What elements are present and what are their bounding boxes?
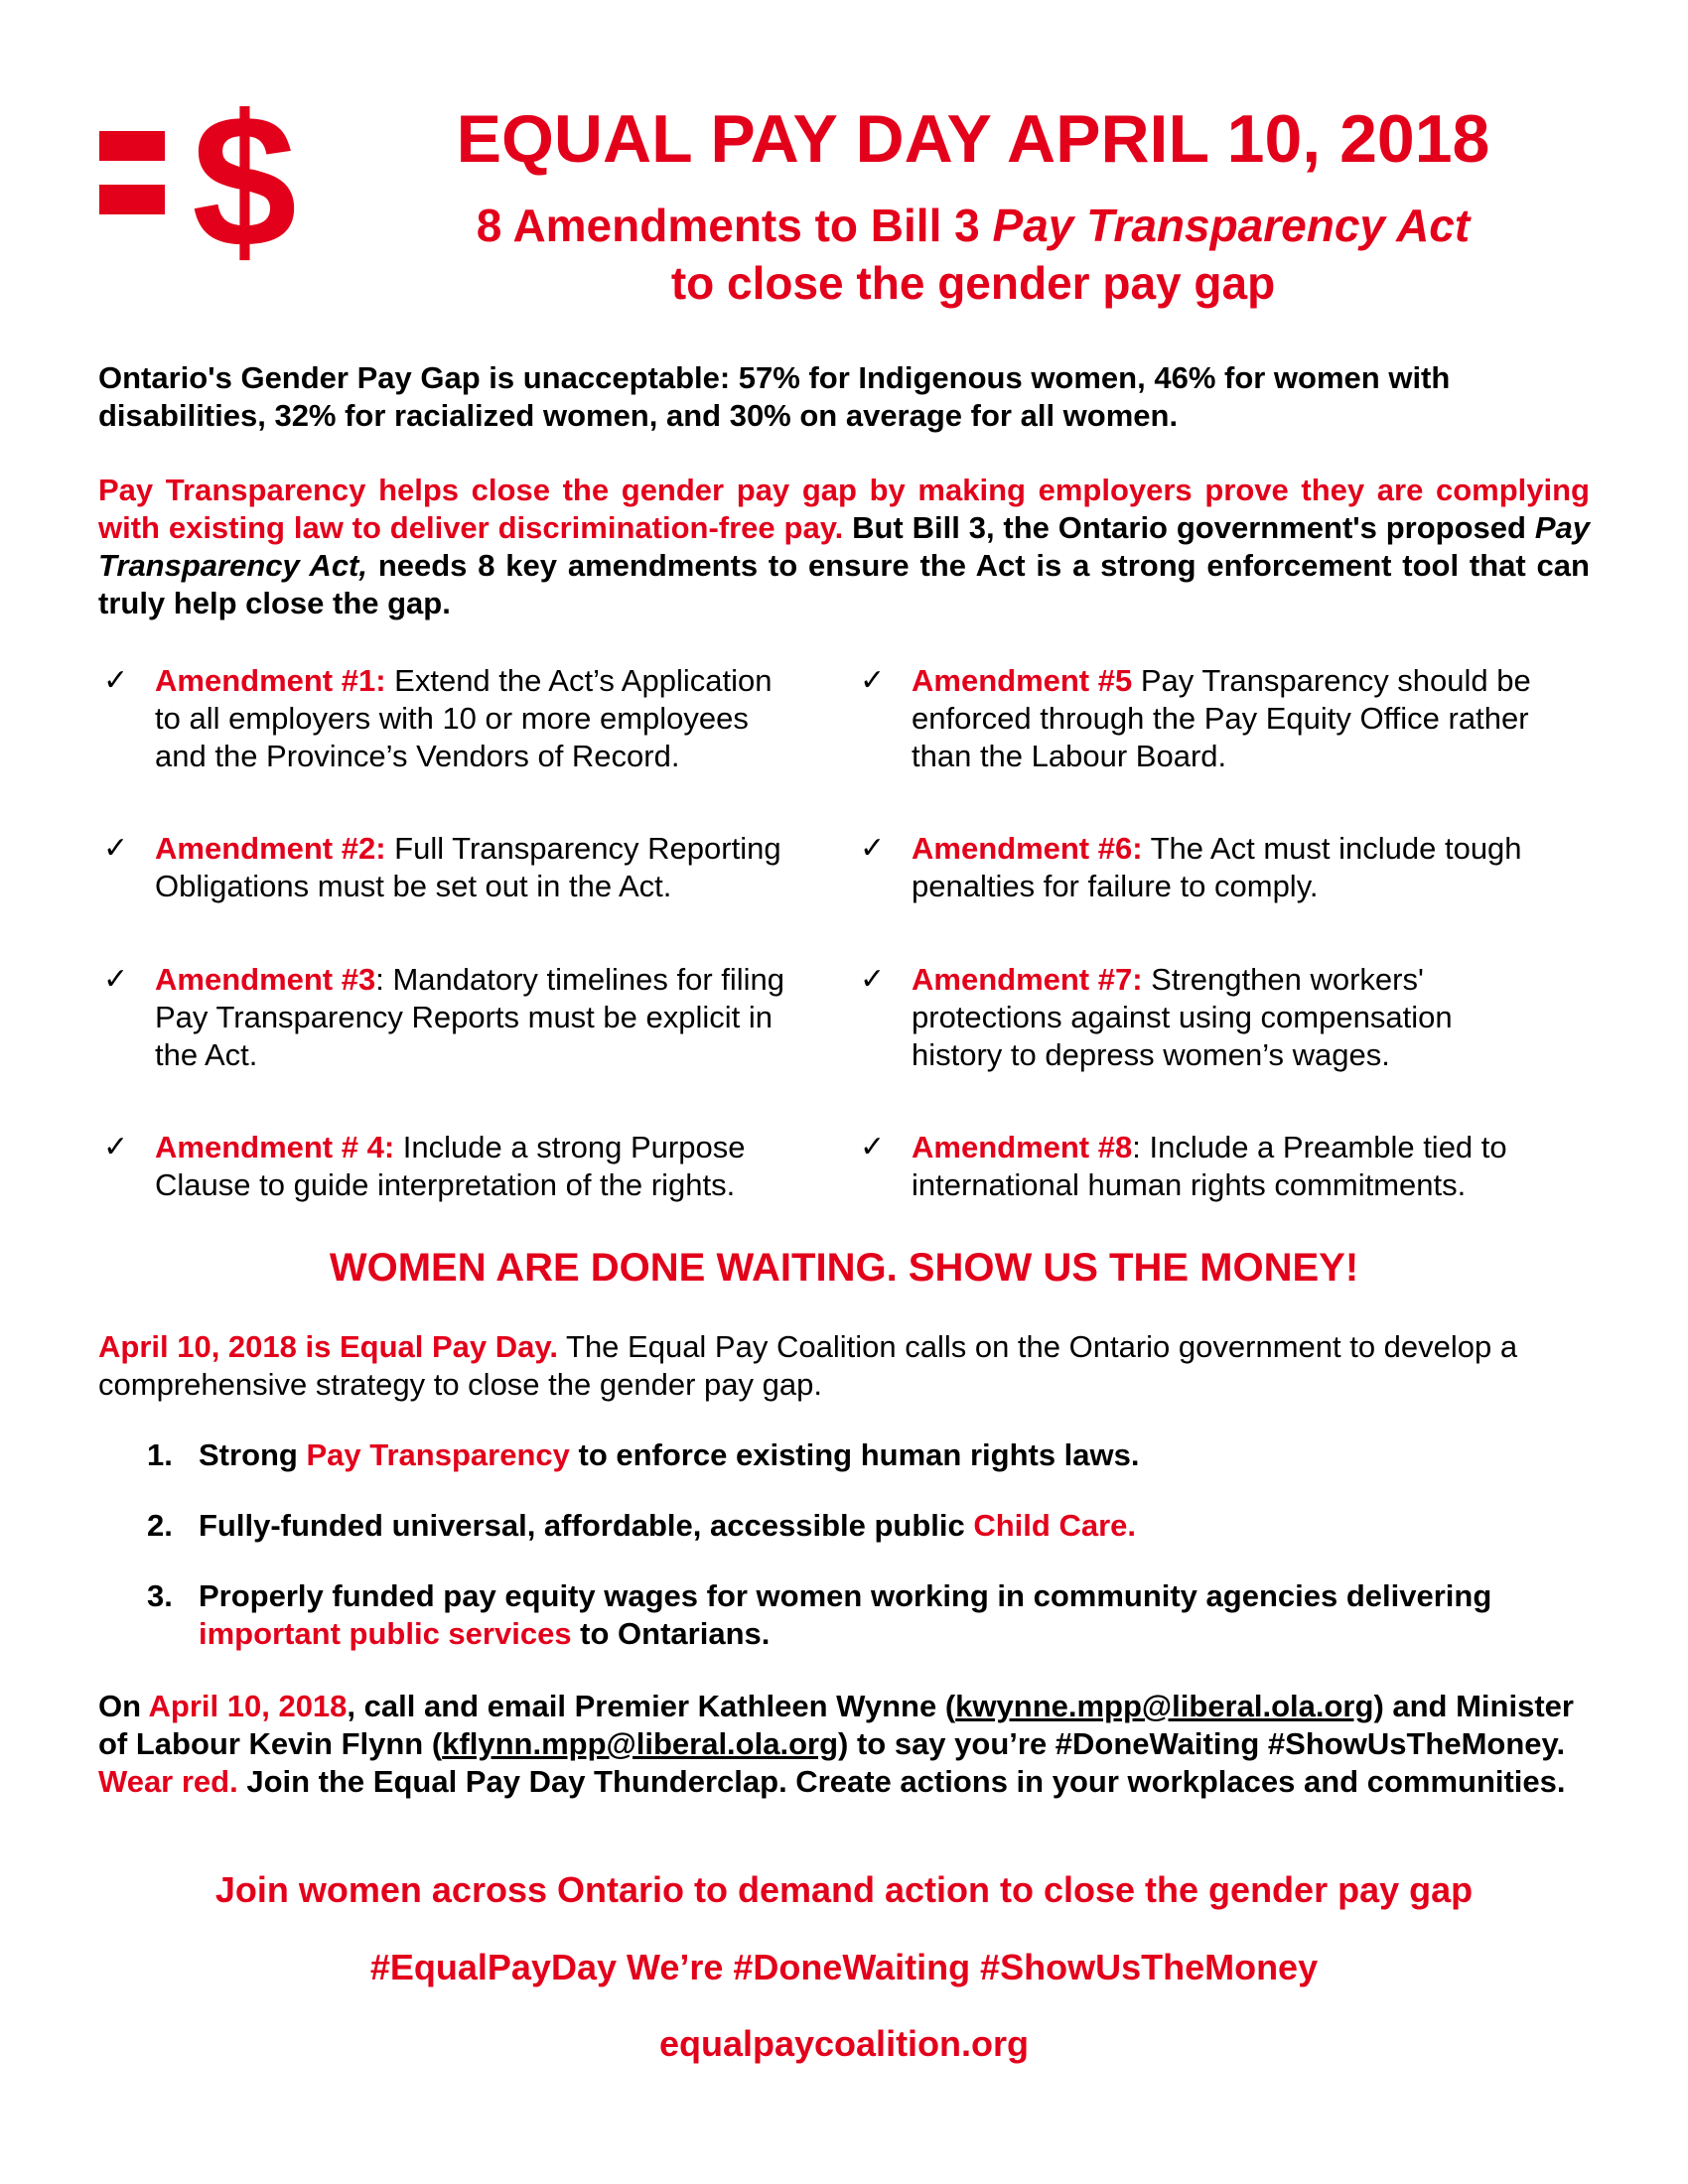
transparency-act-name: Pay Transparency Act,: [98, 510, 1590, 583]
call-date: April 10, 2018: [148, 1689, 348, 1723]
list-highlight: important public services: [199, 1616, 572, 1651]
transparency-text-2: needs 8 key amendments to ensure the Act is a strong enforcement tool that can truly help close the gap.: [98, 548, 1590, 620]
amendment-text: Include a strong Purpose Clause to guide interpretation of the rights.: [155, 1130, 746, 1202]
subtitle-act-name: Pay Transparency Act: [992, 200, 1471, 251]
amendment-text: Full Transparency Reporting Obligations must be set out in the Act.: [155, 831, 781, 903]
list-text: Properly funded pay equity wages for women working in community agencies delivering: [199, 1578, 1492, 1613]
amendment-text: Mandatory timelines for filing Pay Transparency Reports must be explicit in the Act.: [155, 962, 785, 1072]
amendment-text: Extend the Act’s Application to all employers with 10 or more employees and the Province’s Vendors of Record.: [155, 663, 773, 773]
checkmark-icon: ✓: [860, 832, 886, 865]
subtitle-text: 8 Amendments to Bill 3: [476, 200, 993, 251]
email-link-minister[interactable]: kflynn.mpp@liberal.ola.org: [442, 1726, 839, 1761]
amendment-label: Amendment #3: [155, 962, 376, 997]
svg-text:$: $: [192, 91, 297, 265]
checkmark-icon: ✓: [103, 1131, 129, 1163]
amendment-separator: :: [1132, 1130, 1141, 1164]
intro-paragraph: Ontario's Gender Pay Gap is unacceptable: 57% for Indigenous women, 46% for women with disabilities, 32% for racialized women, and 30% on average for all women.: [98, 360, 1451, 433]
list-text: Strong: [199, 1437, 307, 1472]
call-to-action-paragraph: [98, 1688, 1590, 1801]
transparency-text: But Bill 3, the Ontario government's proposed: [843, 510, 1535, 545]
call-text-2: , call and email Premier Kathleen Wynne (: [347, 1689, 956, 1723]
hashtags-line: #EqualPayDay We’re #DoneWaiting #ShowUsTheMoney: [369, 1947, 1319, 1987]
page-subtitle: [357, 197, 1589, 312]
checkmark-icon: ✓: [860, 963, 886, 996]
amendment-separator: :: [375, 962, 384, 997]
checkmark-icon: ✓: [103, 963, 129, 996]
list-text-end: to Ontarians.: [571, 1616, 771, 1651]
call-text-3: ) and Minister of Labour Kevin Flynn (: [98, 1689, 1574, 1761]
call-text-4: ) to say you’re #DoneWaiting #ShowUsTheMoney.: [838, 1726, 1566, 1761]
amendment-text: Pay Transparency should be enforced through the Pay Equity Office rather than the Labour Board.: [912, 663, 1531, 773]
list-text: Fully-funded universal, affordable, accessible public: [199, 1508, 974, 1543]
amendment-label: Amendment #5: [912, 663, 1133, 698]
list-text-end: to enforce existing human rights laws.: [569, 1437, 1140, 1472]
amendment-label: Amendment #7:: [912, 962, 1143, 997]
amendment-label: Amendment #8: [912, 1130, 1133, 1164]
transparency-paragraph: [98, 472, 1590, 622]
slogan-heading: WOMEN ARE DONE WAITING. SHOW US THE MONEY!: [329, 1246, 1359, 1290]
list-number: 2.: [147, 1508, 173, 1543]
amendment-text: Strengthen workers' protections against using compensation history to depress women’s wages.: [912, 962, 1453, 1072]
page-title: EQUAL PAY DAY APRIL 10, 2018: [456, 101, 1490, 177]
list-highlight: Child Care.: [973, 1508, 1137, 1543]
equal-dollar-icon: [95, 91, 324, 265]
amendment-label: Amendment #1:: [155, 663, 386, 698]
call-text: On: [98, 1689, 149, 1723]
amendment-label: Amendment #6:: [912, 831, 1143, 866]
wear-red-text: Wear red.: [98, 1764, 238, 1799]
list-highlight: Pay Transparency: [306, 1437, 570, 1472]
transparency-highlight: Pay Transparency helps close the gender pay gap by making employers prove they are complying with existing law to deliver discrimination-free pay.: [98, 473, 1590, 545]
amendment-label: Amendment # 4:: [155, 1130, 395, 1164]
join-heading: Join women across Ontario to demand action to close the gender pay gap: [214, 1869, 1474, 1910]
website-link[interactable]: equalpaycoalition.org: [658, 2023, 1030, 2064]
amendment-text: Include a Preamble tied to international human rights commitments.: [912, 1130, 1507, 1202]
email-link-premier[interactable]: kwynne.mpp@liberal.ola.org: [955, 1689, 1374, 1723]
checkmark-icon: ✓: [860, 1131, 886, 1163]
equal-pay-day-paragraph: [98, 1328, 1590, 1404]
call-text-5: Join the Equal Pay Day Thunderclap. Create actions in your workplaces and communities.: [237, 1764, 1566, 1799]
amendment-label: Amendment #2:: [155, 831, 386, 866]
subtitle-line-2: to close the gender pay gap: [670, 257, 1276, 309]
checkmark-icon: ✓: [103, 832, 129, 865]
list-number: 3.: [147, 1578, 173, 1613]
equal-pay-day-highlight: April 10, 2018 is Equal Pay Day.: [98, 1329, 558, 1364]
checkmark-icon: ✓: [860, 664, 886, 697]
amendment-text: The Act must include tough penalties for failure to comply.: [912, 831, 1522, 903]
list-number: 1.: [147, 1437, 173, 1472]
checkmark-icon: ✓: [103, 664, 129, 697]
equal-pay-day-text: The Equal Pay Coalition calls on the Ontario government to develop a comprehensive strategy to close the gender pay gap.: [98, 1329, 1518, 1402]
